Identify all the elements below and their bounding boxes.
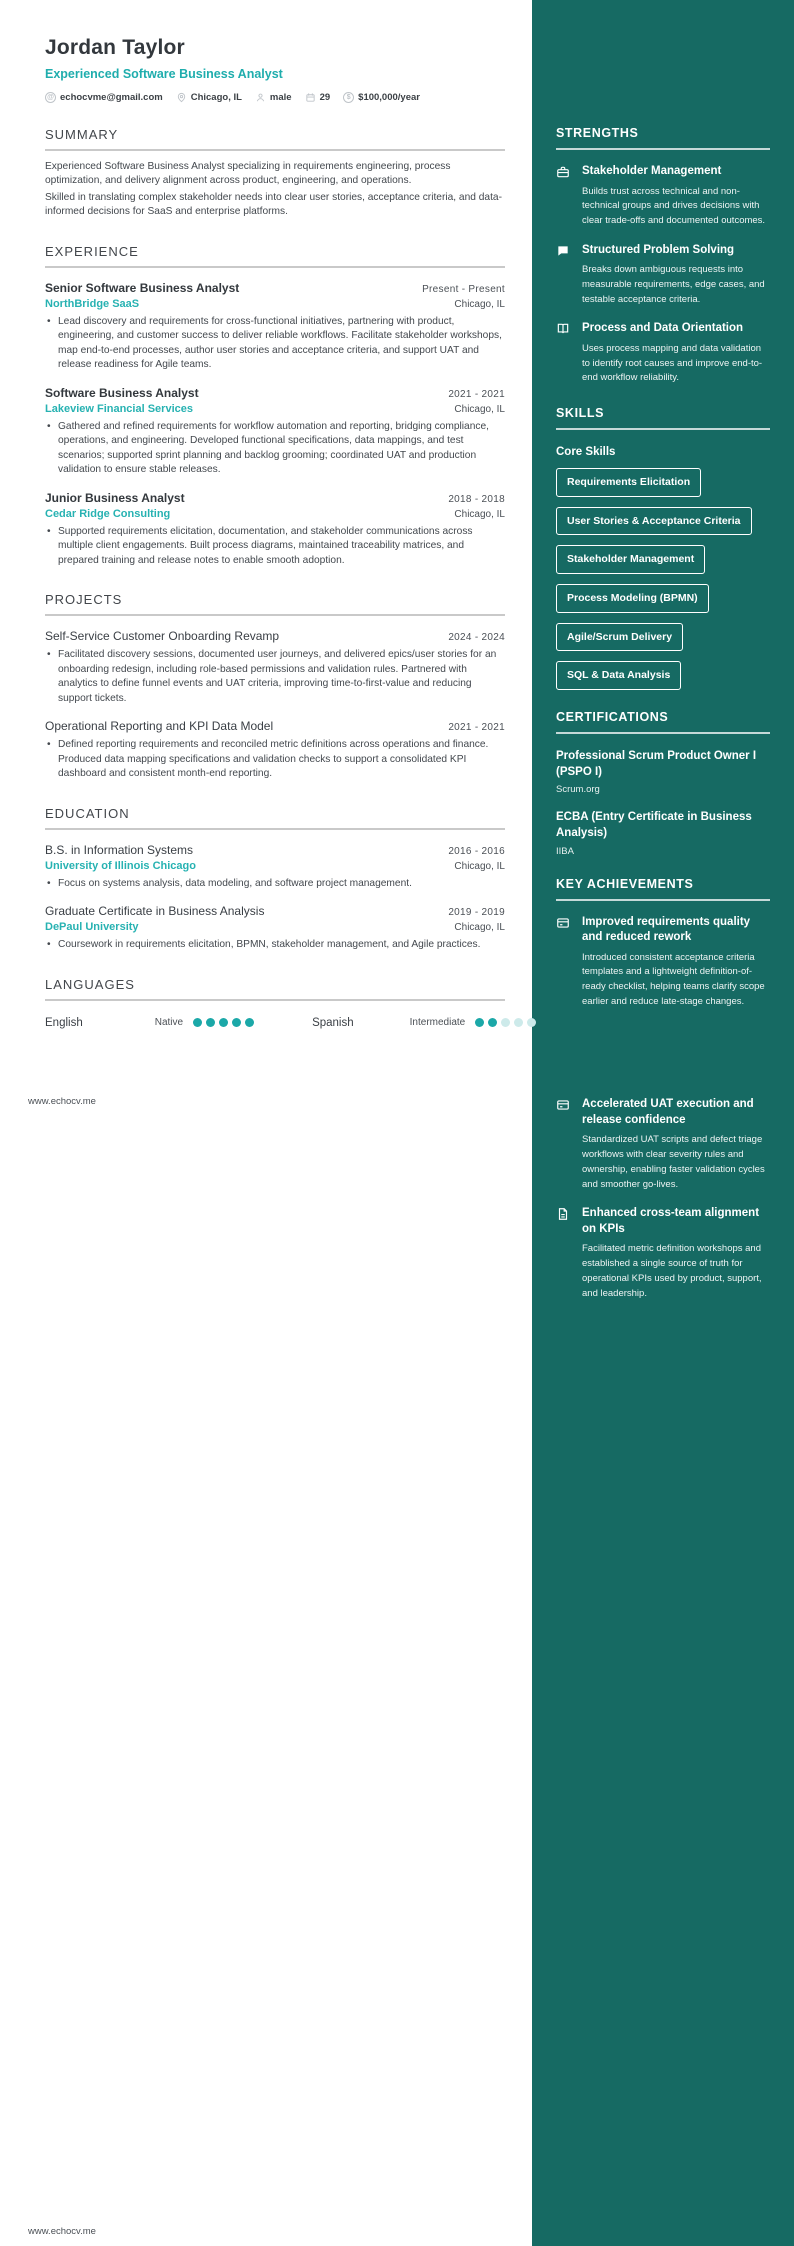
footer-url[interactable]: www.echocv.me bbox=[28, 2226, 96, 2237]
at-icon: @ bbox=[45, 92, 56, 103]
achievement-description: Introduced consistent acceptance criteria templates and a lightweight definition-of-ready checklist, helping teams clarify scope earlier and reduce late-stage changes. bbox=[582, 951, 765, 1007]
job-title: Senior Software Business Analyst bbox=[45, 280, 240, 295]
strengths-heading: STRENGTHS bbox=[556, 126, 770, 150]
card-icon bbox=[556, 1097, 572, 1192]
skill-pill: Stakeholder Management bbox=[556, 545, 705, 574]
speech-bubble-icon bbox=[556, 243, 572, 308]
footer-url[interactable]: www.echocv.me bbox=[28, 1096, 96, 1107]
contact-row bbox=[45, 92, 505, 103]
achievement-title: Enhanced cross-team alignment on KPIs bbox=[582, 1207, 760, 1235]
dollar-icon: $ bbox=[343, 92, 354, 103]
file-icon bbox=[556, 1206, 572, 1301]
achievement-item bbox=[556, 1206, 770, 1301]
experience-entry bbox=[45, 386, 505, 478]
skill-pill: Agile/Scrum Delivery bbox=[556, 623, 683, 652]
education-entry bbox=[45, 843, 505, 891]
education-dates: 2019 - 2019 bbox=[448, 907, 505, 919]
job-dates: 2021 - 2021 bbox=[448, 388, 505, 400]
job-bullet: • Lead discovery and requirements for cross-functional initiatives, partnering with product, engineering, and customer success to deliver reliable workflows. Facilitate stakeholder workshops, map end-to-end processes, author user stories and acceptance criteria, and support UAT and release readiness for Agile teams. bbox=[45, 315, 505, 373]
strength-title: Process and Data Orientation bbox=[582, 322, 744, 335]
experience-section bbox=[45, 244, 505, 568]
summary-section bbox=[45, 127, 505, 220]
language-level: Intermediate bbox=[409, 1017, 466, 1029]
candidate-name: Jordan Taylor bbox=[45, 36, 185, 59]
project-entry bbox=[45, 629, 505, 706]
contact-gender-text: male bbox=[269, 92, 292, 103]
project-dates: 2021 - 2021 bbox=[448, 722, 505, 734]
strength-title: Structured Problem Solving bbox=[582, 243, 735, 256]
skills-heading: SKILLS bbox=[556, 406, 770, 430]
resume-main-column bbox=[0, 0, 532, 1029]
language-name: Spanish bbox=[312, 1016, 354, 1029]
project-title: Self-Service Customer Onboarding Revamp bbox=[45, 629, 280, 644]
candidate-job-title: Experienced Software Business Analyst bbox=[45, 67, 283, 81]
experience-entry bbox=[45, 281, 505, 373]
skills-group-label: Core Skills bbox=[556, 446, 616, 459]
school-location: Chicago, IL bbox=[454, 922, 505, 934]
strength-description: Breaks down ambiguous requests into measurable requirements, edge cases, and testable acceptance criteria. bbox=[582, 264, 765, 305]
location-pin-icon bbox=[176, 92, 187, 103]
project-title: Operational Reporting and KPI Data Model bbox=[45, 719, 274, 734]
contact-age bbox=[305, 92, 331, 103]
skill-pill: User Stories & Acceptance Criteria bbox=[556, 507, 752, 536]
education-bullet: • Coursework in requirements elicitation, BPMN, stakeholder management, and Agile practices. bbox=[45, 938, 505, 952]
summary-heading: SUMMARY bbox=[45, 127, 505, 151]
language-level-dots bbox=[475, 1018, 536, 1027]
company-name: NorthBridge SaaS bbox=[45, 297, 140, 310]
certification-name: Professional Scrum Product Owner I (PSPO I) bbox=[556, 750, 757, 779]
certification-issuer: IIBA bbox=[556, 845, 574, 857]
achievement-item bbox=[556, 915, 770, 1010]
skill-pill: Requirements Elicitation bbox=[556, 468, 701, 497]
language-level-dots bbox=[193, 1018, 254, 1027]
education-bullet: • Focus on systems analysis, data modeling, and software project management. bbox=[45, 877, 505, 891]
contact-gender bbox=[255, 92, 292, 103]
degree-title: B.S. in Information Systems bbox=[45, 842, 194, 857]
achievement-description: Facilitated metric definition workshops and established a single source of truth for operational KPIs used by product, support, and leadership. bbox=[582, 1243, 762, 1299]
summary-paragraph: Experienced Software Business Analyst specializing in requirements engineering, process optimization, and delivery alignment across product, engineering, and operations. bbox=[45, 161, 451, 187]
job-dates: Present - Present bbox=[422, 283, 505, 295]
job-dates: 2018 - 2018 bbox=[448, 493, 505, 505]
project-entry bbox=[45, 719, 505, 781]
certification-item bbox=[556, 748, 770, 795]
contact-salary bbox=[343, 92, 420, 103]
degree-title: Graduate Certificate in Business Analysis bbox=[45, 904, 265, 919]
job-title: Junior Business Analyst bbox=[45, 490, 185, 505]
job-bullet: • Gathered and refined requirements for workflow automation and reporting, bridging compliance, operations, and engineering. Developed functional specifications, data mappings, and test scenarios; supported sprint planning and backlog grooming; coordinated UAT and production validation to ensure stable releases. bbox=[45, 420, 505, 478]
education-entry bbox=[45, 904, 505, 952]
contact-age-text: 29 bbox=[319, 92, 331, 103]
job-bullet: • Supported requirements elicitation, documentation, and stakeholder communications across multiple client engagements. Built process diagrams, maintained traceability matrices, and prepared training and release notes to enable smooth adoption. bbox=[45, 525, 505, 568]
job-location: Chicago, IL bbox=[454, 508, 505, 520]
experience-heading: EXPERIENCE bbox=[45, 244, 505, 268]
project-bullet: • Defined reporting requirements and reconciled metric definitions across operations and finance. Produced data mapping specifications and validation checks to support a consolidated KPI dashboard and consistent month-end reporting. bbox=[45, 738, 505, 781]
projects-section bbox=[45, 592, 505, 781]
project-dates: 2024 - 2024 bbox=[448, 632, 505, 644]
sidebar bbox=[532, 0, 794, 2246]
strength-description: Builds trust across technical and non-technical groups and drives decisions with clear trade-offs and documented outcomes. bbox=[582, 185, 766, 226]
strength-item bbox=[556, 164, 770, 229]
job-location: Chicago, IL bbox=[454, 298, 505, 310]
school-name: DePaul University bbox=[45, 921, 139, 934]
strength-item bbox=[556, 243, 770, 308]
strength-description: Uses process mapping and data validation to identify root causes and improve end-to-end workflow reliability. bbox=[582, 342, 763, 384]
calendar-icon bbox=[305, 92, 316, 103]
certifications-heading: CERTIFICATIONS bbox=[556, 710, 770, 734]
languages-section bbox=[45, 977, 505, 1029]
strength-title: Stakeholder Management bbox=[582, 165, 722, 177]
education-heading: EDUCATION bbox=[45, 806, 505, 830]
school-name: University of Illinois Chicago bbox=[45, 859, 196, 872]
project-bullet: • Facilitated discovery sessions, documented user journeys, and delivered epics/user stories for an onboarding redesign, including role-based permissions and validation rules. Partnered with analytics to define funnel events and UAT criteria, improving time-to-first-value and reducing support tickets. bbox=[45, 648, 505, 706]
language-level: Native bbox=[154, 1017, 184, 1029]
education-dates: 2016 - 2016 bbox=[448, 845, 505, 857]
achievement-description: Standardized UAT scripts and defect triage workflows with clear severity rules and ownership, enabling faster validation cycles and smoother go-lives. bbox=[582, 1134, 765, 1190]
education-section bbox=[45, 806, 505, 953]
skill-pill: SQL & Data Analysis bbox=[556, 661, 681, 690]
languages-heading: LANGUAGES bbox=[45, 977, 505, 1001]
company-name: Lakeview Financial Services bbox=[45, 402, 193, 415]
projects-heading: PROJECTS bbox=[45, 592, 505, 616]
certification-item bbox=[556, 809, 770, 856]
achievement-title: Accelerated UAT execution and release confidence bbox=[582, 1098, 754, 1126]
strength-item bbox=[556, 321, 770, 386]
school-location: Chicago, IL bbox=[454, 860, 505, 872]
key-achievements-heading: KEY ACHIEVEMENTS bbox=[556, 877, 770, 901]
person-icon bbox=[255, 92, 266, 103]
contact-salary-text: $100,000/year bbox=[358, 92, 420, 103]
skill-pill: Process Modeling (BPMN) bbox=[556, 584, 709, 613]
contact-location bbox=[176, 92, 242, 103]
experience-entry bbox=[45, 491, 505, 568]
achievement-item bbox=[556, 1097, 770, 1192]
contact-location-text: Chicago, IL bbox=[190, 92, 242, 103]
certification-name: ECBA (Entry Certificate in Business Analysis) bbox=[556, 811, 752, 840]
book-icon bbox=[556, 321, 572, 386]
languages-row bbox=[45, 1017, 505, 1029]
language-name: English bbox=[45, 1016, 83, 1029]
job-location: Chicago, IL bbox=[454, 403, 505, 415]
briefcase-icon bbox=[556, 164, 572, 229]
certification-issuer: Scrum.org bbox=[556, 784, 600, 796]
achievement-title: Improved requirements quality and reduced rework bbox=[582, 915, 751, 944]
summary-paragraph: Skilled in translating complex stakeholder needs into clear user stories, acceptance criteria, and data-informed decisions for SaaS and enterprise platforms. bbox=[45, 191, 502, 218]
job-title: Software Business Analyst bbox=[45, 385, 199, 400]
contact-email[interactable] bbox=[45, 92, 163, 103]
company-name: Cedar Ridge Consulting bbox=[45, 507, 171, 520]
contact-email-text: echocvme@gmail.com bbox=[60, 92, 163, 103]
card-icon bbox=[556, 915, 572, 1010]
